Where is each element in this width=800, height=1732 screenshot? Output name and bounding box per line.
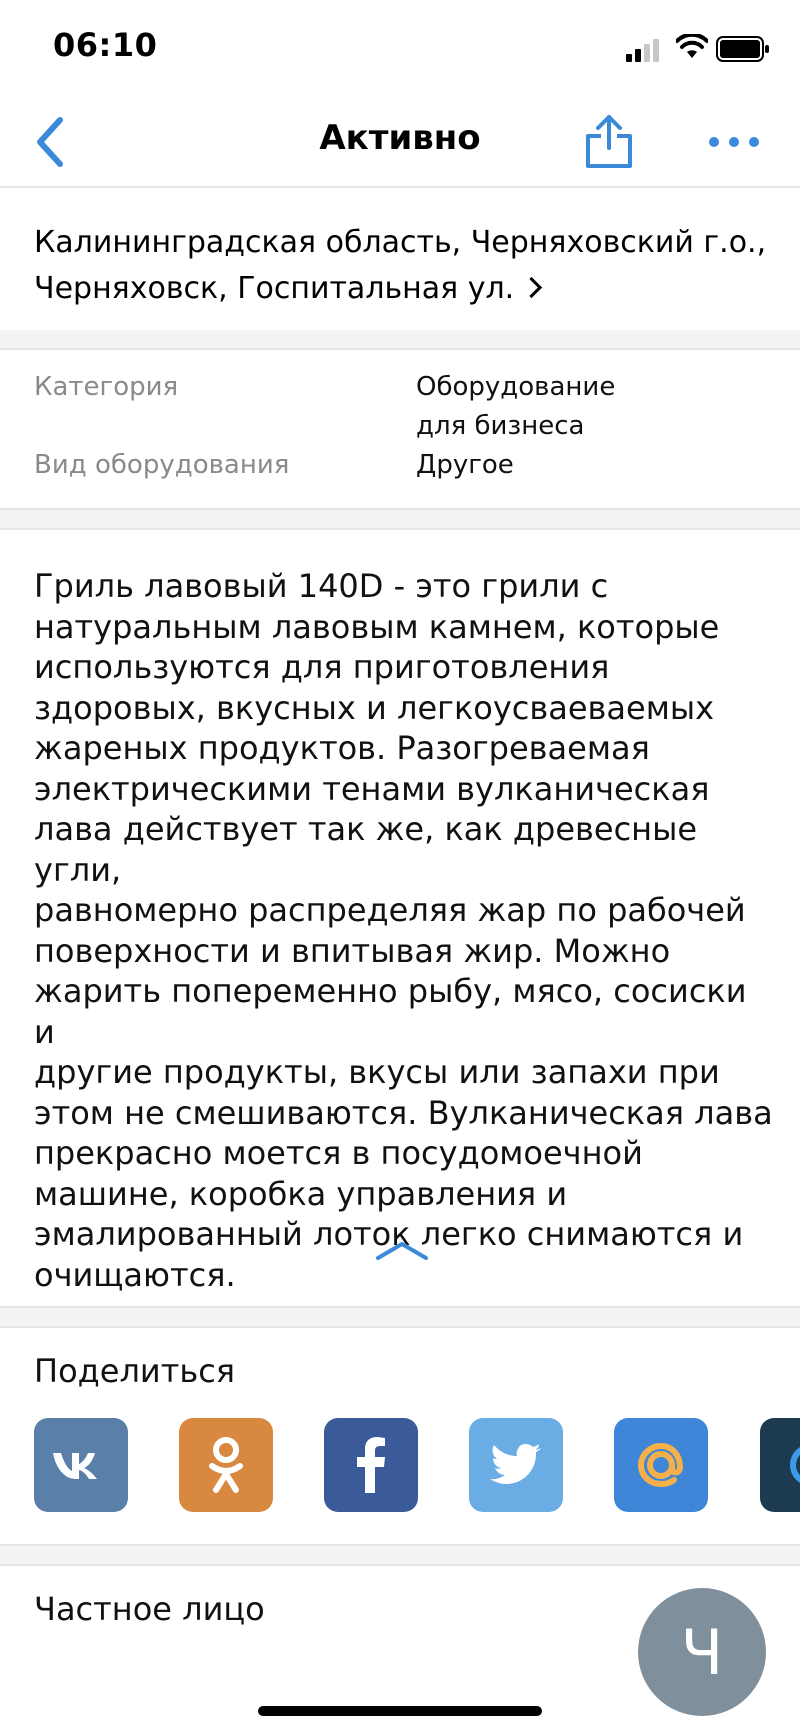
- ok-icon: [204, 1434, 248, 1496]
- livejournal-icon: [787, 1437, 800, 1493]
- description-line: этом не смешиваются. Вулканическая лава: [34, 1093, 773, 1132]
- share-section-title: Поделиться: [34, 1352, 236, 1390]
- description-line: используются для приготовления: [34, 648, 610, 686]
- description-line: очищаются.: [34, 1255, 236, 1294]
- share-ok-button[interactable]: [179, 1418, 273, 1512]
- description-line: Гриль лавовый 140D - это грили с: [34, 567, 609, 605]
- address-line-1: Калининградская область, Черняховский г.о.,: [34, 225, 767, 260]
- equipment-type-value: Другое: [416, 450, 514, 480]
- category-value-line-1: Оборудование: [416, 372, 616, 402]
- description-line: здоровых, вкусных и легкоусваеваемых: [34, 688, 715, 727]
- section-separator: [0, 330, 800, 350]
- section-separator: [0, 508, 800, 530]
- more-options-icon[interactable]: [706, 124, 762, 160]
- address-line-2: Черняховск, Госпитальная ул.: [34, 271, 515, 306]
- share-vk-button[interactable]: [34, 1418, 128, 1512]
- share-icon[interactable]: [584, 112, 634, 170]
- category-value: [416, 368, 736, 446]
- avatar-letter: Ч: [680, 1615, 724, 1689]
- share-livejournal-button[interactable]: [760, 1418, 800, 1512]
- share-twitter-button[interactable]: [469, 1418, 563, 1512]
- address-line-2-row: [34, 266, 774, 312]
- equipment-type-label: Вид оборудования: [34, 450, 290, 480]
- description-line: натуральным лавовым камнем, которые: [34, 607, 720, 646]
- cellular-signal-icon: [624, 38, 664, 62]
- description-text: [34, 566, 774, 1295]
- share-facebook-button[interactable]: [324, 1418, 418, 1512]
- facebook-icon: [351, 1437, 391, 1493]
- description-line: прекрасно моется в посудомоечной: [34, 1134, 643, 1172]
- description-line: поверхности и впитывая жир. Можно: [34, 931, 671, 970]
- category-label: Категория: [34, 372, 179, 402]
- description-line: жарить попеременно рыбу, мясо, сосиски и: [34, 972, 747, 1051]
- seller-type-label: Частное лицо: [34, 1590, 265, 1628]
- description-line: машине, коробка управления и: [34, 1174, 568, 1213]
- battery-icon: [716, 36, 770, 62]
- section-separator: [0, 1306, 800, 1328]
- section-separator: [0, 1544, 800, 1566]
- description-line: электрическими тенами вулканическая: [34, 769, 710, 808]
- status-time: 06:10: [53, 26, 158, 64]
- address-link[interactable]: [34, 220, 774, 312]
- page-title: Активно: [319, 118, 481, 158]
- description-line: лава действует так же, как древесные угли,: [34, 810, 698, 889]
- chevron-right-icon: [521, 277, 542, 298]
- twitter-icon: [489, 1443, 543, 1487]
- description-line: равномерно распределяя жар по рабочей: [34, 891, 746, 929]
- description-line: жареных продуктов. Разогреваемая: [34, 729, 650, 767]
- seller-avatar[interactable]: [638, 1588, 766, 1716]
- nav-divider: [0, 186, 800, 188]
- home-indicator[interactable]: [258, 1706, 542, 1716]
- share-mail-button[interactable]: [614, 1418, 708, 1512]
- category-value-line-2: для бизнеса: [416, 411, 585, 441]
- description-line: эмалированный лоток легко снимаются и: [34, 1215, 744, 1253]
- vk-icon: [51, 1447, 111, 1483]
- collapse-chevron-up-icon[interactable]: [374, 1236, 430, 1264]
- description-line: другие продукты, вкусы или запахи при: [34, 1053, 720, 1091]
- wifi-icon: [676, 34, 708, 60]
- at-icon: [630, 1434, 692, 1496]
